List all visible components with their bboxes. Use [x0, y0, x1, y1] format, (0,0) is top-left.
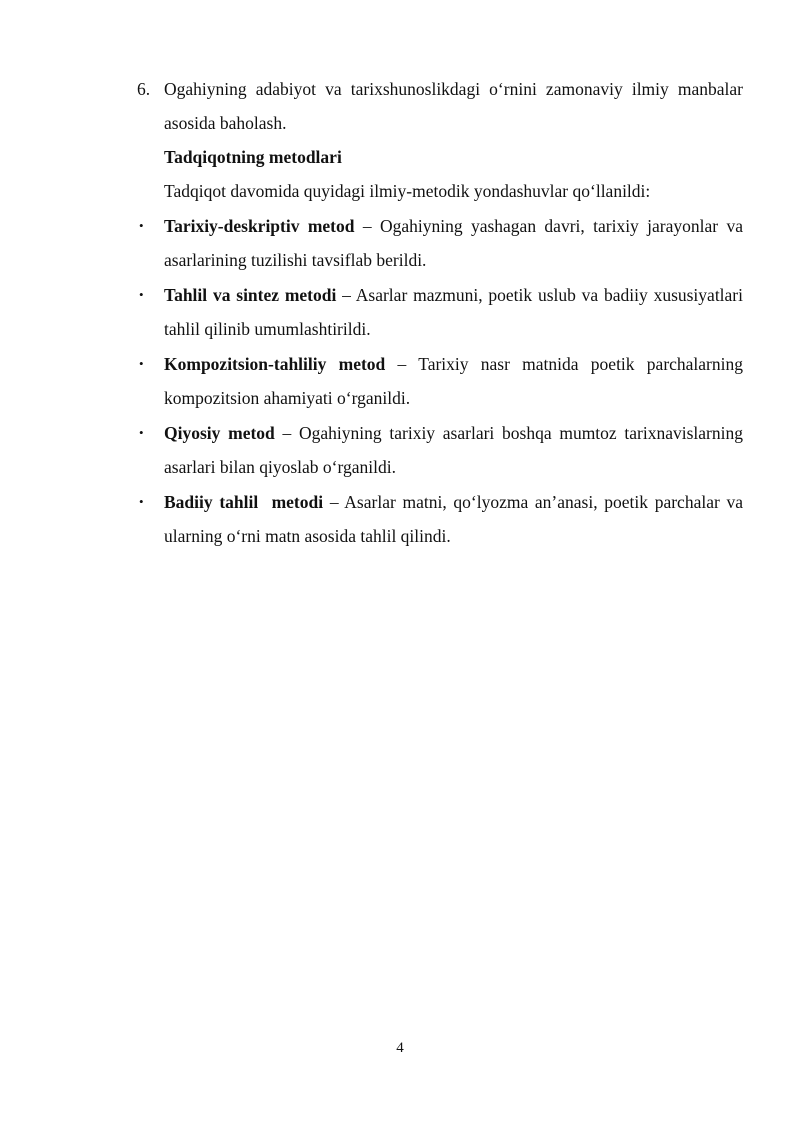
method-description: – Asarlar mazmuni, poetik uslub va badiiy xususiyatlari tahlil qilinib umumlashtirildi.	[164, 285, 743, 339]
page-number: 4	[396, 1040, 404, 1056]
method-term: Kompozitsion-tahliliy metod	[164, 354, 386, 374]
bullet-icon: •	[139, 494, 144, 509]
section-heading: Tadqiqotning metodlari	[164, 147, 342, 167]
bullet-icon: •	[139, 218, 144, 233]
item-text: Ogahiyning adabiyot va tarixshunoslikdagi o‘rnini zamonaviy ilmiy manbalar asosida baholash.	[164, 79, 743, 133]
list-item	[137, 485, 743, 553]
list-item	[137, 347, 743, 415]
method-term: Tarixiy-deskriptiv metod	[164, 216, 355, 236]
method-term: Tahlil va sintez metodi	[164, 285, 337, 305]
bullet-icon: •	[139, 425, 144, 440]
item-number: 6.	[137, 79, 151, 99]
method-description: – Ogahiyning tarixiy asarlari boshqa mumtoz tarixnavislarning asarlari bilan qiyoslab o‘rganildi.	[164, 423, 743, 477]
list-item	[137, 278, 743, 346]
methods-list	[137, 209, 743, 553]
page-content	[137, 72, 743, 553]
method-term: Qiyosiy metod	[164, 423, 275, 443]
method-term: Badiiy tahlil metodi	[164, 492, 324, 512]
numbered-item-6	[137, 72, 743, 140]
intro-paragraph: Tadqiqot davomida quyidagi ilmiy-metodik yondashuvlar qo‘llanildi:	[164, 181, 651, 201]
method-description: – Ogahiyning yashagan davri, tarixiy jarayonlar va asarlarining tuzilishi tavsiflab berildi.	[164, 216, 743, 270]
list-item	[137, 416, 743, 484]
method-description: – Tarixiy nasr matnida poetik parchalarning kompozitsion ahamiyati o‘rganildi.	[164, 354, 743, 408]
bullet-icon: •	[139, 356, 144, 371]
bullet-icon: •	[139, 287, 144, 302]
method-description: – Asarlar matni, qo‘lyozma an’anasi, poetik parchalar va ularning o‘rni matn asosida tahlil qilindi.	[164, 492, 744, 546]
list-item	[137, 209, 743, 277]
